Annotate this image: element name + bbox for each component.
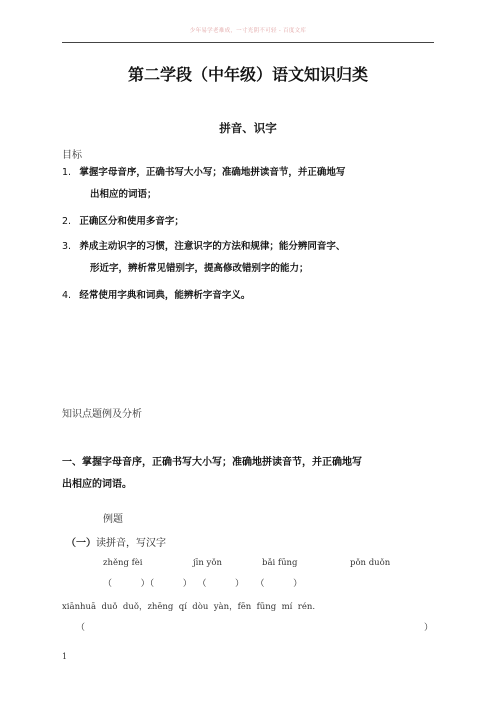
- exercise-heading: [66, 534, 166, 549]
- pinyin-sentence: xiānhuā duǒ duǒ，zhēng qí dòu yàn，fēn fūng mí rén.: [62, 602, 316, 612]
- goal-item-2: [62, 211, 434, 233]
- exercise-instruction: 读拼音，写汉字: [96, 538, 166, 549]
- answer-blank-row2-open[interactable]: （: [76, 623, 86, 633]
- goal-item-3: [62, 236, 434, 280]
- example-label: 例题: [103, 514, 123, 525]
- goal-text-continued: 形近字，辨析常见错别字，提高修改错别字的能力；: [90, 263, 309, 274]
- goal-item-4: [62, 285, 434, 307]
- page-number: 1: [62, 652, 68, 661]
- goal-text: 正确区分和使用多音字；: [79, 216, 184, 227]
- goal-number: 4.: [62, 290, 72, 301]
- knowledge-heading-line2: 出相应的词语。: [62, 479, 132, 490]
- goal-text: 掌握字母音序，正确书写大小写；准确地拼读音节，并正确地写: [79, 167, 346, 178]
- page-header-notice: 少年易学老难成，一寸光阴不可轻 - 百度文库: [189, 28, 307, 34]
- pinyin-word-4: pǒn duǒn: [350, 558, 391, 568]
- answer-blank-row2-close[interactable]: ）: [424, 623, 434, 633]
- goal-label: 目标: [62, 150, 82, 161]
- goal-text-continued: 出相应的词语；: [90, 189, 157, 200]
- goal-number: 2.: [62, 216, 72, 227]
- header-divider: [62, 42, 434, 43]
- pinyin-word-3: bǎi fūng: [262, 558, 298, 568]
- pinyin-word-2: jīn yǒn: [193, 558, 222, 568]
- exercise-number: （一）: [66, 538, 96, 549]
- goal-text: 养成主动识字的习惯，注意识字的方法和规律；能分辨同音字、: [79, 241, 346, 252]
- goal-number: 3.: [62, 241, 72, 252]
- goal-number: 1.: [62, 167, 72, 178]
- document-title: 第二学段（中年级）语文知识归类: [127, 65, 368, 84]
- answer-blanks-row1[interactable]: （ ）（ ） （ ） （ ）: [103, 579, 303, 589]
- section-title: 拼音、识字: [219, 121, 277, 135]
- knowledge-heading-line1: 一、掌握字母音序，正确书写大小写；准确地拼读音节，并正确地写: [62, 457, 362, 468]
- goal-item-1: [62, 162, 434, 206]
- pinyin-word-1: zhěng fèi: [103, 558, 143, 568]
- goal-text: 经常使用字典和词典，能辨析字音字义。: [79, 290, 251, 301]
- knowledge-heading: [62, 452, 434, 496]
- analysis-label: 知识点题例及分析: [62, 409, 142, 420]
